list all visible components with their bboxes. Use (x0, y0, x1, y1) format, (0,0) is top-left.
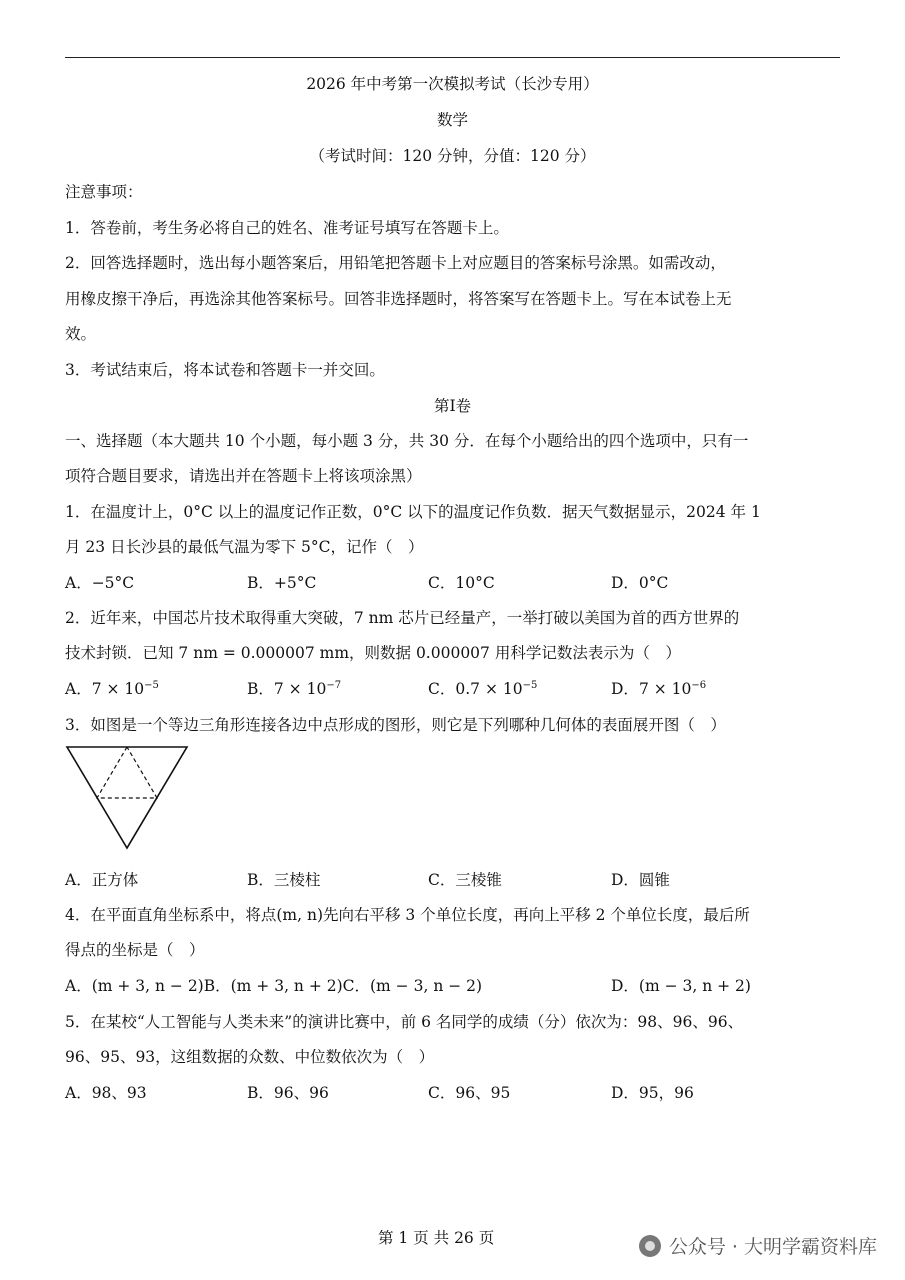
q2-option-a-base: 7 × 10 (91, 680, 145, 698)
q5-line-2: 96、95、93，这组数据的众数、中位数依次为（ ） (65, 1048, 435, 1066)
q2-option-c (428, 677, 537, 699)
q2-option-a (65, 677, 159, 699)
q5-option-a: A．98、93 (65, 1084, 147, 1102)
q2-option-c-label: C． (428, 680, 456, 698)
exam-info: （考试时间：120 分钟，分值：120 分） (309, 147, 596, 165)
q1-option-d: D．0°C (611, 574, 669, 592)
wechat-logo-icon (639, 1235, 661, 1257)
q2-option-b (247, 677, 341, 699)
q2-option-a-exp: −5 (144, 679, 159, 691)
watermark (639, 1232, 877, 1259)
q4-line-1: 4．在平面直角坐标系中，将点(m, n)先向右平移 3 个单位长度，再向上平移 2 个单位长度，最后所 (65, 906, 750, 924)
q2-option-d (611, 677, 706, 699)
q1-option-a: A．−5°C (65, 574, 135, 592)
note-item-1: 1．答卷前，考生务必将自己的姓名、准考证号填写在答题卡上。 (65, 219, 509, 237)
q1-line-2: 月 23 日长沙县的最低气温为零下 5°C，记作（ ） (65, 538, 424, 556)
q4-line-2: 得点的坐标是（ ） (65, 941, 205, 959)
note-item-2-line-3: 效。 (65, 325, 97, 343)
q1-line-1: 1．在温度计上，0°C 以上的温度记作正数，0°C 以下的温度记作负数．据天气数据显示，2024 年 1 (65, 503, 761, 521)
q1-option-c: C．10°C (428, 574, 495, 592)
outer-triangle (67, 747, 187, 848)
q2-option-b-base: 7 × 10 (273, 680, 327, 698)
q3-option-b: B．三棱柱 (247, 871, 321, 889)
q2-option-d-label: D． (611, 680, 639, 698)
note-item-2-line-1: 2．回答选择题时，选出每小题答案后，用铅笔把答题卡上对应题目的答案标号涂黑。如需改动， (65, 254, 726, 272)
q1-option-b: B．+5°C (247, 574, 317, 592)
q2-option-b-label: B． (247, 680, 274, 698)
page-number: 第 1 页 共 26 页 (378, 1229, 495, 1247)
volume-title: 第Ⅰ卷 (433, 397, 472, 415)
watermark-text: 公众号 · 大明学霸资料库 (668, 1236, 877, 1258)
q5-line-1: 5．在某校“人工智能与人类未来”的演讲比赛中，前 6 名同学的成绩（分）依次为：98、96、96、 (65, 1013, 744, 1031)
notes-heading: 注意事项： (65, 183, 143, 201)
q5-option-d: D．95，96 (611, 1084, 694, 1102)
q3-line-1: 3．如图是一个等边三角形连接各边中点形成的图形，则它是下列哪种几何体的表面展开图（ ） (65, 716, 726, 734)
q2-option-d-exp: −6 (691, 679, 707, 691)
q2-option-c-exp: −5 (522, 679, 538, 691)
section-heading-line-1: 一、选择题（本大题共 10 个小题，每小题 3 分，共 30 分．在每个小题给出的四个选项中，只有一 (65, 432, 749, 450)
q2-option-d-base: 7 × 10 (638, 680, 692, 698)
midpoint-dashed-triangle (97, 747, 157, 798)
exam-title: 2026 年中考第一次模拟考试（长沙专用） (306, 75, 599, 93)
q2-option-b-exp: −7 (326, 679, 342, 691)
q3-option-a: A．正方体 (65, 871, 139, 889)
q2-line-1: 2．近年来，中国芯片技术取得重大突破，7 nm 芯片已经量产，一举打破以美国为首的西方世界的 (65, 609, 740, 627)
q5-option-b: B．96、96 (247, 1084, 329, 1102)
note-item-3: 3．考试结束后，将本试卷和答题卡一并交回。 (65, 361, 385, 379)
triangle-net-figure (64, 744, 190, 852)
section-heading-line-2: 项符合题目要求，请选出并在答题卡上将该项涂黑） (65, 467, 422, 485)
q4-options-abc: A．(m + 3, n − 2)B．(m + 3, n + 2)C．(m − 3, n − 2) (65, 977, 483, 995)
note-item-2-line-2: 用橡皮擦干净后，再选涂其他答案标号。回答非选择题时，将答案写在答题卡上。写在本试卷上无 (65, 290, 732, 308)
header-rule (65, 57, 840, 58)
subject-title: 数学 (436, 111, 468, 129)
q2-line-2: 技术封锁．已知 7 nm = 0.000007 mm，则数据 0.000007 用科学记数法表示为（ ） (65, 644, 681, 662)
q5-option-c: C．96、95 (428, 1084, 511, 1102)
q4-option-d: D．(m − 3, n + 2) (611, 977, 751, 995)
q3-option-c: C．三棱锥 (428, 871, 502, 889)
q2-option-c-base: 0.7 × 10 (455, 680, 523, 698)
q3-option-d: D．圆锥 (611, 871, 670, 889)
q2-option-a-label: A． (65, 680, 92, 698)
